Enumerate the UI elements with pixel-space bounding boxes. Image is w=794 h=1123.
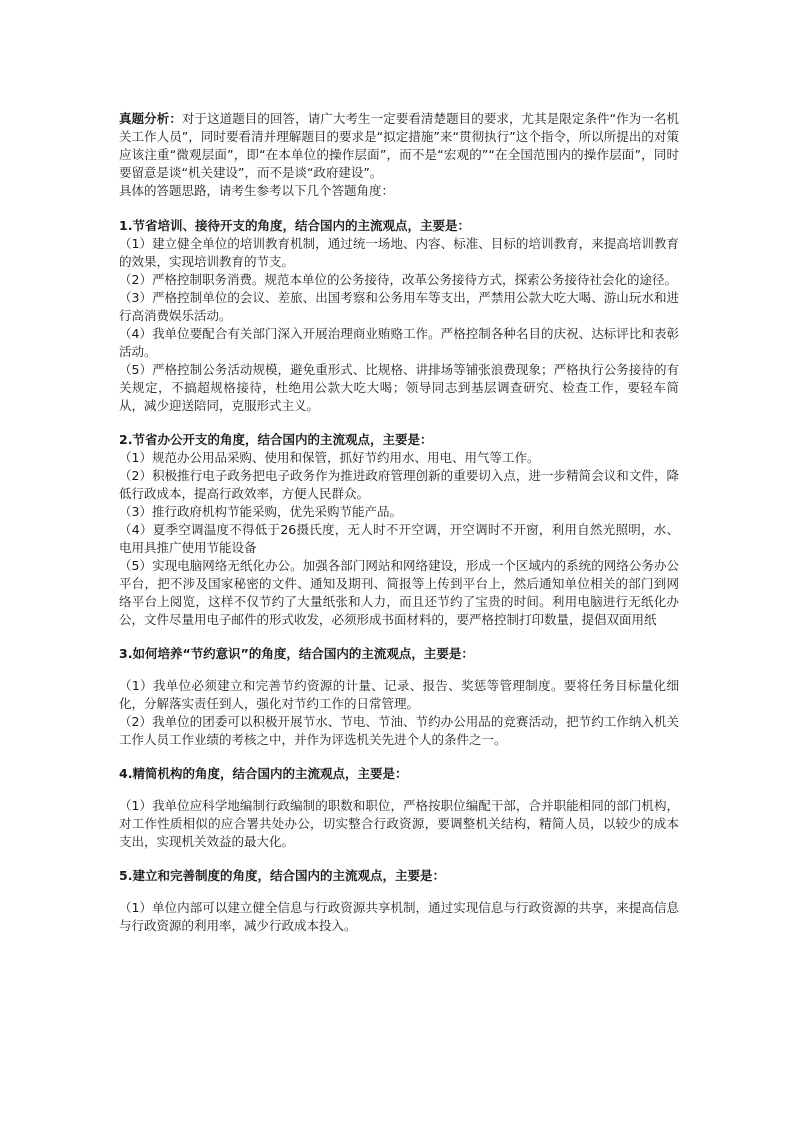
list-item: （2）我单位的团委可以积极开展节水、节电、节油、节约办公用品的竞赛活动，把节约工作纳入机关工作人员工作业绩的考核之中，并作为评选机关先进个人的条件之一。 [119, 714, 679, 747]
list-item: （1）单位内部可以建立健全信息与行政资源共享机制，通过实现信息与行政资源的共享，来提高信息与行政资源的利用率，减少行政成本投入。 [119, 900, 679, 933]
section-heading-5: 5.建立和完善制度的角度，结合国内的主流观点，主要是： [119, 868, 445, 883]
intro-text: 对于这道题目的回答，请广大考生一定要看清楚题目的要求，尤其是限定条件“作为一名机关工作人员”，同时要看清并理解题目的要求是“拟定措施”来“贯彻执行”这个指令，所以所提出的对策应该注重“微观层面”，即“在本单位的操作层面”，而不是“宏观的”“在全国范围内的操作层面”，同时要留意是谈“机关建设”，而不是谈“政府建设”。 [119, 111, 679, 180]
intro-paragraph [119, 110, 679, 182]
list-item: （5）实现电脑网络无纸化办公。加强各部门网站和网络建设，形成一个区域内的系统的网络公务办公平台，把不涉及国家秘密的文件、通知及期刊、简报等上传到平台上，然后通知单位相关的部门到网络平台上阅览，这样不仅节约了大量纸张和人力，而且还节约了宝贵的时间。利用电脑进行无纸化办公，文件尽量用电子邮件的形式收发，必须形成书面材料的，要严格控制打印数量，提倡双面用纸 [119, 558, 679, 627]
intro-lead: 真题分析： [119, 111, 182, 126]
spacer [119, 885, 679, 899]
section-heading-4: 4.精简机构的角度，结合国内的主流观点，主要是： [119, 766, 408, 781]
spacer [119, 200, 679, 217]
list-item: （4）我单位要配合有关部门深入开展治理商业贿赂工作。严格控制各种名目的庆祝、达标评比和表彰活动。 [119, 326, 679, 359]
list-item: （1）规范办公用品采购、使用和保管，抓好节约用水、用电、用气等工作。 [119, 450, 540, 465]
list-item: （2）积极推行电子政务把电子政务作为推进政府管理创新的重要切入点，进一步精简会议和文件，降低行政成本，提高行政效率，方便人民群众。 [119, 468, 679, 501]
list-item: （1）建立健全单位的培训教育机制，通过统一场地、内容、标准、目标的培训教育，来提高培训教育的效果，实现培训教育的节支。 [119, 236, 679, 269]
list-item: （5）严格控制公务活动规模，避免重形式、比规格、讲排场等铺张浪费现象；严格执行公务接待的有关规定，不搞超规格接待，杜绝用公款大吃大喝；领导同志到基层调查研究、检查工作，要轻车简从，减少迎送陪同，克服形式主义。 [119, 362, 679, 413]
spacer [119, 663, 679, 677]
spacer [119, 851, 679, 867]
intro-followup: 具体的答题思路，请考生参考以下几个答题角度： [119, 183, 395, 198]
spacer [119, 749, 679, 765]
list-item: （3）严格控制单位的会议、差旅、出国考察和公务用车等支出，严禁用公款大吃大喝、游山玩水和进行高消费娱乐活动。 [119, 290, 679, 323]
list-item: （1）我单位应科学地编制行政编制的职数和职位，严格按职位编配干部，合并职能相同的部门机构，对工作性质相似的应合署共处办公，切实整合行政资源，要调整机关结构，精简人员，以较少的成本支出，实现机关效益的最大化。 [119, 798, 679, 849]
list-item: （1）我单位必须建立和完善节约资源的计量、记录、报告、奖惩等管理制度。要将任务目标量化细化，分解落实责任到人，强化对节约工作的日常管理。 [119, 678, 679, 711]
list-item: （4）夏季空调温度不得低于26摄氏度，无人时不开空调，开空调时不开窗，利用自然光照明，水、电用具推广使用节能设备 [119, 522, 679, 555]
section-heading-2: 2.节省办公开支的角度，结合国内的主流观点，主要是： [119, 432, 433, 447]
section-heading-3: 3.如何培养“节约意识”的角度，结合国内的主流观点，主要是： [119, 646, 474, 661]
list-item: （2）严格控制职务消费。规范本单位的公务接待，改革公务接待方式，探索公务接待社会化的途径。 [119, 272, 677, 287]
list-item: （3）推行政府机构节能采购，优先采购节能产品。 [119, 504, 402, 519]
spacer [119, 629, 679, 645]
section-heading-1: 1.节省培训、接待开支的角度，结合国内的主流观点，主要是： [119, 218, 470, 233]
document-page [119, 110, 679, 935]
spacer [119, 783, 679, 797]
spacer [119, 415, 679, 431]
